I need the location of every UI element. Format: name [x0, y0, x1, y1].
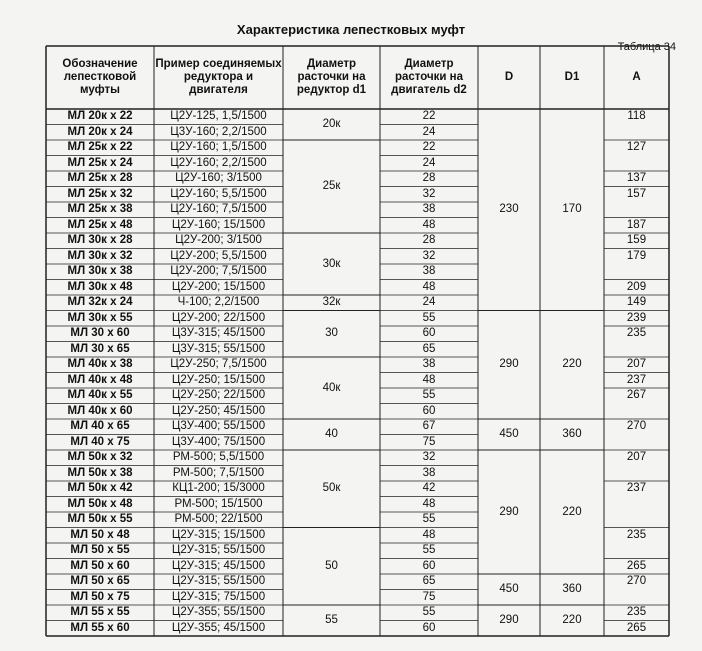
coupling-designation: МЛ 30к х 32: [67, 249, 133, 262]
header-D1: D1: [564, 71, 580, 83]
example-gear-motor: Ц3У-315; 45/1500: [171, 327, 266, 340]
dimension-D: 290: [499, 358, 519, 371]
dimension-D: 290: [499, 614, 519, 626]
coupling-designation: МЛ 55 х 55: [70, 606, 130, 619]
dimension-A: 265: [626, 559, 647, 572]
bore-d2: 65: [422, 342, 436, 355]
header-A: A: [632, 71, 641, 83]
header-d1: Диаметр расточки на редуктор d1: [296, 58, 367, 96]
coupling-designation: МЛ 30к х 28: [67, 234, 133, 247]
bore-d2: 55: [422, 513, 436, 526]
coupling-designation: МЛ 40 х 75: [70, 435, 130, 448]
bore-d2: 32: [422, 187, 436, 200]
dimension-A: 237: [626, 482, 647, 495]
bore-d2: 48: [422, 373, 436, 386]
coupling-designation: МЛ 25к х 38: [67, 203, 133, 216]
dimension-A: 265: [626, 621, 647, 634]
bore-d2: 48: [422, 280, 436, 293]
bore-d2: 67: [422, 420, 436, 433]
bore-d1: 32к: [322, 296, 341, 309]
example-gear-motor: РМ-500; 22/1500: [174, 513, 263, 526]
dimension-A: 159: [626, 234, 647, 247]
bore-d1: 20к: [322, 118, 341, 130]
table-title: Характеристика лепестковых муфт: [236, 22, 466, 37]
example-gear-motor: Ц2У-250; 22/1500: [171, 389, 266, 402]
example-gear-motor: Ц2У-315; 15/1500: [171, 528, 266, 541]
bore-d2: 60: [422, 327, 436, 340]
bore-d2: 65: [422, 575, 436, 588]
coupling-designation: МЛ 40к х 38: [67, 358, 133, 371]
coupling-designation: МЛ 25к х 28: [67, 172, 133, 185]
bore-d1: 30к: [322, 257, 341, 270]
example-gear-motor: Ц3У-315; 55/1500: [171, 342, 266, 355]
example-gear-motor: РМ-500; 15/1500: [174, 497, 263, 510]
bore-d2: 55: [422, 544, 436, 557]
bore-d2: 60: [422, 621, 436, 634]
example-gear-motor: Ц3У-160; 2,2/1500: [170, 125, 267, 138]
example-gear-motor: Ц2У-200; 3/1500: [175, 234, 262, 247]
example-gear-motor: Ц2У-160; 5,5/1500: [170, 187, 267, 200]
dimension-D1: 220: [562, 505, 582, 518]
bore-d2: 24: [422, 296, 436, 309]
example-gear-motor: Ц2У-200; 7,5/1500: [170, 265, 267, 278]
example-gear-motor: Ц3У-400; 75/1500: [171, 435, 266, 448]
bore-d2: 28: [422, 234, 436, 247]
bore-d2: 60: [422, 559, 436, 572]
example-gear-motor: Ц2У-160; 2,2/1500: [170, 156, 267, 169]
dimension-D1: 220: [562, 614, 582, 626]
bore-d1: 50к: [322, 482, 341, 495]
dimension-A: 187: [626, 218, 647, 231]
example-gear-motor: Ц2У-200; 5,5/1500: [170, 249, 267, 262]
dimension-A: 267: [626, 389, 647, 402]
coupling-designation: МЛ 50 х 60: [70, 559, 130, 572]
bore-d2: 24: [422, 125, 436, 138]
coupling-designation: МЛ 25к х 32: [67, 187, 133, 200]
dimension-A: 270: [626, 420, 647, 433]
dimension-A: 270: [626, 575, 647, 588]
header-d2: Диаметр расточки на двигатель d2: [391, 58, 467, 96]
bore-d2: 38: [422, 358, 436, 371]
coupling-designation: МЛ 50к х 32: [67, 451, 133, 464]
bore-d2: 48: [422, 497, 436, 510]
coupling-designation: МЛ 50 х 65: [70, 575, 130, 588]
dimension-A: 157: [626, 187, 647, 200]
bore-d1: 30: [325, 327, 338, 340]
coupling-designation: МЛ 25к х 24: [67, 156, 133, 169]
bore-d2: 22: [422, 110, 436, 123]
bore-d2: 42: [422, 482, 436, 495]
coupling-designation: МЛ 40 х 65: [70, 420, 130, 433]
example-gear-motor: Ц2У-200; 22/1500: [171, 311, 266, 324]
coupling-designation: МЛ 30 х 60: [70, 327, 130, 340]
example-gear-motor: Ц2У-250; 7,5/1500: [170, 358, 267, 371]
example-gear-motor: Ц2У-355; 55/1500: [171, 606, 266, 619]
coupling-designation: МЛ 20к х 22: [67, 110, 133, 123]
example-gear-motor: РМ-500; 5,5/1500: [172, 451, 265, 464]
dimension-A: 207: [626, 451, 647, 464]
bore-d2: 55: [422, 311, 436, 324]
example-gear-motor: Ц2У-315; 75/1500: [171, 590, 266, 603]
example-gear-motor: Ц2У-250; 45/1500: [171, 404, 266, 417]
dimension-A: 209: [626, 280, 647, 293]
bore-d2: 28: [422, 172, 436, 185]
dimension-A: 239: [626, 311, 647, 324]
coupling-designation: МЛ 50 х 55: [70, 544, 130, 557]
dimension-D1: 170: [562, 203, 582, 216]
bore-d1: 40: [325, 428, 338, 440]
bore-d2: 48: [422, 218, 436, 231]
example-gear-motor: Ц3У-400; 55/1500: [171, 420, 266, 433]
bore-d2: 38: [422, 265, 436, 278]
example-gear-motor: Ц2У-160; 1,5/1500: [170, 141, 267, 154]
coupling-designation: МЛ 25к х 22: [67, 141, 133, 154]
example-gear-motor: Ц2У-160; 3/1500: [175, 172, 262, 185]
bore-d1: 25к: [322, 180, 341, 192]
coupling-designation: МЛ 50к х 55: [67, 513, 133, 526]
coupling-designation: МЛ 20к х 24: [67, 125, 133, 138]
header-example: Пример соединяемых редуктора и двигателя: [155, 58, 282, 96]
coupling-designation: МЛ 50к х 42: [67, 482, 133, 495]
example-gear-motor: Ц2У-125, 1,5/1500: [170, 110, 267, 123]
dimension-A: 127: [626, 141, 647, 154]
dimension-A: 179: [626, 249, 647, 262]
dimension-D: 450: [499, 583, 519, 595]
dimension-D1: 360: [562, 583, 582, 595]
coupling-designation: МЛ 55 х 60: [70, 621, 130, 634]
coupling-designation: МЛ 40к х 55: [67, 389, 133, 402]
example-gear-motor: КЦ1-200; 15/3000: [172, 482, 265, 495]
coupling-designation: МЛ 50 х 75: [70, 590, 130, 603]
bore-d2: 55: [422, 389, 436, 402]
bore-d2: 60: [422, 404, 436, 417]
coupling-designation: МЛ 30к х 48: [67, 280, 133, 293]
coupling-designation: МЛ 30к х 55: [67, 311, 133, 324]
header-D: D: [504, 71, 514, 83]
example-gear-motor: Ч-100; 2,2/1500: [177, 296, 260, 309]
example-gear-motor: Ц2У-315; 55/1500: [171, 544, 266, 557]
dimension-D: 290: [499, 505, 519, 518]
dimension-D: 230: [499, 203, 519, 216]
coupling-designation: МЛ 32к х 24: [67, 296, 133, 309]
coupling-designation: МЛ 25к х 48: [67, 218, 133, 231]
example-gear-motor: Ц2У-315; 45/1500: [171, 559, 266, 572]
coupling-designation: МЛ 30 х 65: [70, 342, 130, 355]
coupling-designation: МЛ 40к х 60: [67, 404, 133, 417]
bore-d2: 38: [422, 466, 436, 479]
table-number: Таблица 34: [617, 41, 676, 53]
bore-d2: 32: [422, 249, 436, 262]
bore-d2: 75: [422, 590, 436, 603]
bore-d2: 75: [422, 435, 436, 448]
example-gear-motor: Ц2У-160; 7,5/1500: [170, 203, 267, 216]
bore-d1: 50: [325, 559, 338, 572]
bore-d2: 48: [422, 528, 436, 541]
coupling-designation: МЛ 30к х 38: [67, 265, 133, 278]
example-gear-motor: Ц2У-200; 15/1500: [171, 280, 266, 293]
coupling-designation: МЛ 50 х 48: [70, 528, 130, 541]
dimension-D: 450: [499, 428, 519, 440]
dimension-A: 118: [627, 110, 646, 123]
example-gear-motor: Ц2У-160; 15/1500: [171, 218, 266, 231]
dimension-A: 149: [626, 296, 647, 309]
dimension-A: 235: [626, 528, 647, 541]
bore-d1: 40к: [322, 381, 341, 394]
dimension-A: 235: [626, 606, 647, 619]
dimension-A: 207: [626, 358, 647, 371]
bore-d2: 22: [422, 141, 436, 154]
dimension-A: 237: [626, 373, 647, 386]
bore-d1: 55: [325, 614, 338, 626]
dimension-A: 137: [626, 172, 647, 185]
header-designation: Обозначение лепестковой муфты: [62, 58, 138, 96]
bore-d2: 38: [422, 203, 436, 216]
example-gear-motor: Ц2У-355; 45/1500: [171, 621, 266, 634]
coupling-designation: МЛ 50к х 38: [67, 466, 133, 479]
coupling-designation: МЛ 40к х 48: [67, 373, 133, 386]
dimension-D1: 360: [562, 428, 582, 440]
bore-d2: 32: [422, 451, 436, 464]
example-gear-motor: РМ-500; 7,5/1500: [172, 466, 265, 479]
example-gear-motor: Ц2У-315; 55/1500: [171, 575, 266, 588]
coupling-designation: МЛ 50к х 48: [67, 497, 133, 510]
example-gear-motor: Ц2У-250; 15/1500: [171, 373, 266, 386]
dimension-A: 235: [626, 327, 647, 340]
dimension-D1: 220: [562, 358, 582, 371]
bore-d2: 24: [422, 156, 436, 169]
bore-d2: 55: [422, 606, 436, 619]
